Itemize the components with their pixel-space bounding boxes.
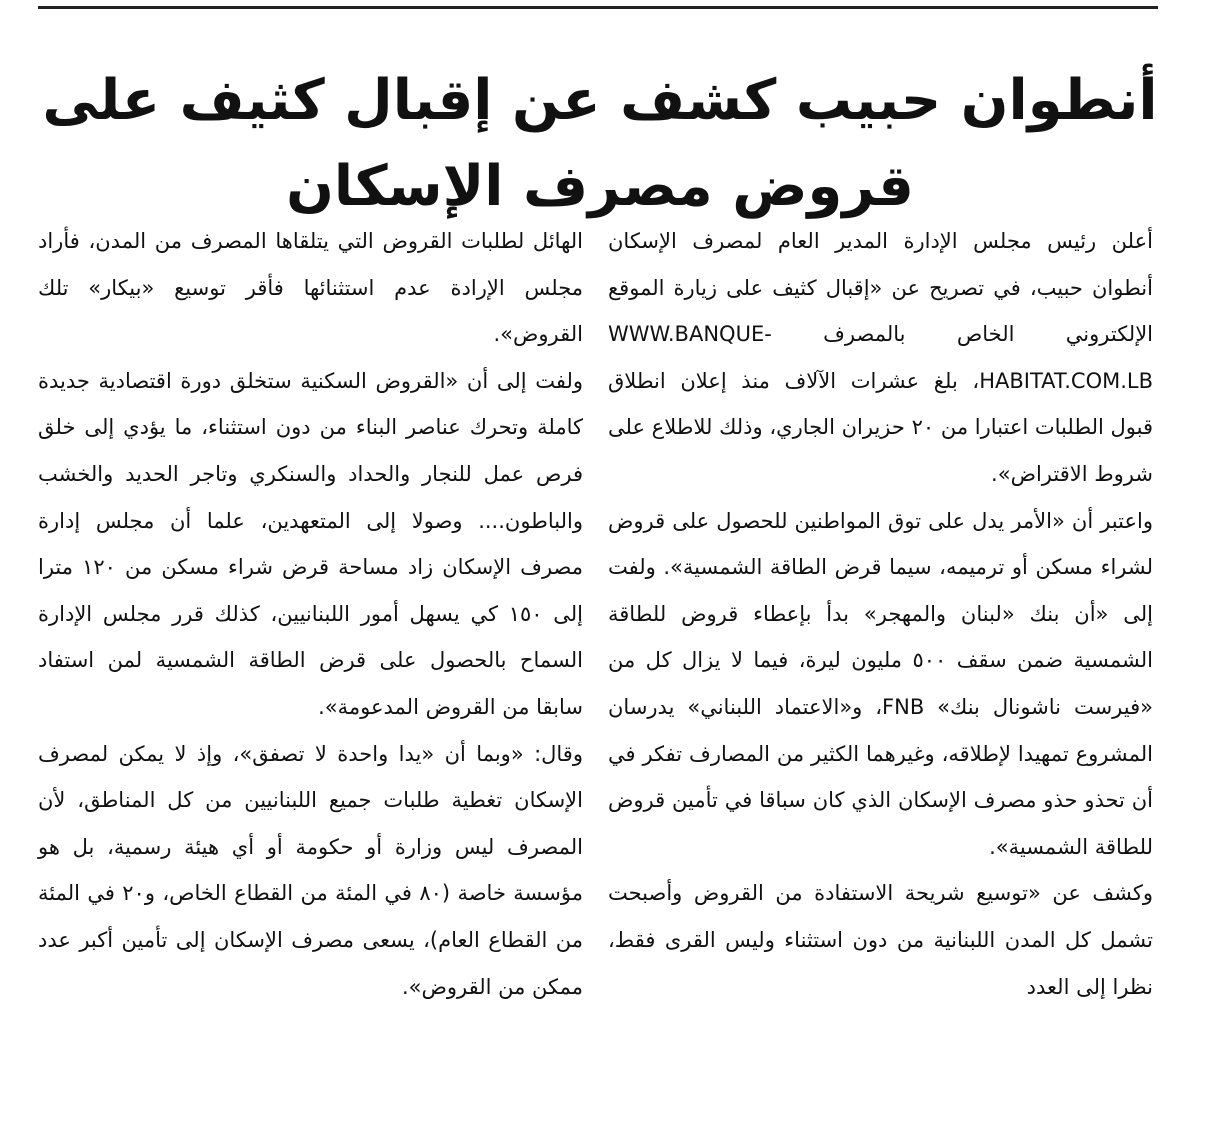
paragraph: واعتبر أن «الأمر يدل على توق المواطنين للحصول على قروض لشراء مسكن أو ترميمه، سيما قرض الطاقة الشمسية». ولفت إلى «أن بنك «لبنان والمهجر» بدأ بإعطاء قروض للطاقة الشمسية ضمن سقف ٥٠٠ مليون ليرة، فيما لا يزال كل من «فيرست ناشونال بنك» FNB، و«الاعتماد اللبناني» يدرسان المشروع تمهيدا لإطلاقه، وغيرهما الكثير من المصارف تفكر في أن تحذو حذو مصرف الإسكان الذي كان سباقا في تأمين قروض للطاقة الشمسية». — [608, 508, 1153, 859]
article-headline: أنطوان حبيب كشف عن إقبال كثيف على قروض مصرف الإسكان — [42, 67, 1158, 219]
top-rule — [38, 6, 1158, 9]
article-column-left — [38, 218, 583, 1010]
paragraph: ولفت إلى أن «القروض السكنية ستخلق دورة اقتصادية جديدة كاملة وتحرك عناصر البناء من دون استثناء، ما يؤدي إلى خلق فرص عمل للنجار والحداد والسنكري وتاجر الحديد والخشب والباطون.... وصولا إلى المتعهدين، علما أن مجلس إدارة مصرف الإسكان زاد مساحة قرض شراء مسكن من ١٢٠ مترا إلى ١٥٠ كي يسهل أمور اللبنانيين، كذلك قرر مجلس الإدارة السماح بالحصول على قرض الطاقة الشمسية لمن استفاد سابقا من القروض المدعومة». — [38, 368, 583, 719]
paragraph: الهائل لطلبات القروض التي يتلقاها المصرف من المدن، فأراد مجلس الإرادة عدم استثنائها فأقر توسيع «بيكار» تلك القروض». — [38, 229, 583, 347]
article-column-right — [608, 218, 1153, 1010]
paragraph: وقال: «وبما أن «يدا واحدة لا تصفق»، وإذ لا يمكن لمصرف الإسكان تغطية طلبات جميع اللبنانيين من كل المناطق، لأن المصرف ليس وزارة أو حكومة أو أي هيئة رسمية، بل هو مؤسسة خاصة (٨٠ في المئة من القطاع الخاص، و٢٠ في المئة من القطاع العام)، يسعى مصرف الإسكان إلى تأمين أكبر عدد ممكن من القروض». — [38, 741, 583, 999]
paragraph: أعلن رئيس مجلس الإدارة المدير العام لمصرف الإسكان أنطوان حبيب، في تصريح عن «إقبال كثيف على زيارة الموقع الإلكتروني الخاص بالمصرف WWW.BANQUE-HABITAT.COM.LB، بلغ عشرات الآلاف منذ إعلان انطلاق قبول الطلبات اعتبارا من ٢٠ حزيران الجاري، وذلك للاطلاع على شروط الاقتراض». — [608, 229, 1153, 486]
paragraph: وكشف عن «توسيع شريحة الاستفادة من القروض وأصبحت تشمل كل المدن اللبنانية من دون استثناء وليس القرى فقط، نظرا إلى العدد — [608, 881, 1153, 999]
